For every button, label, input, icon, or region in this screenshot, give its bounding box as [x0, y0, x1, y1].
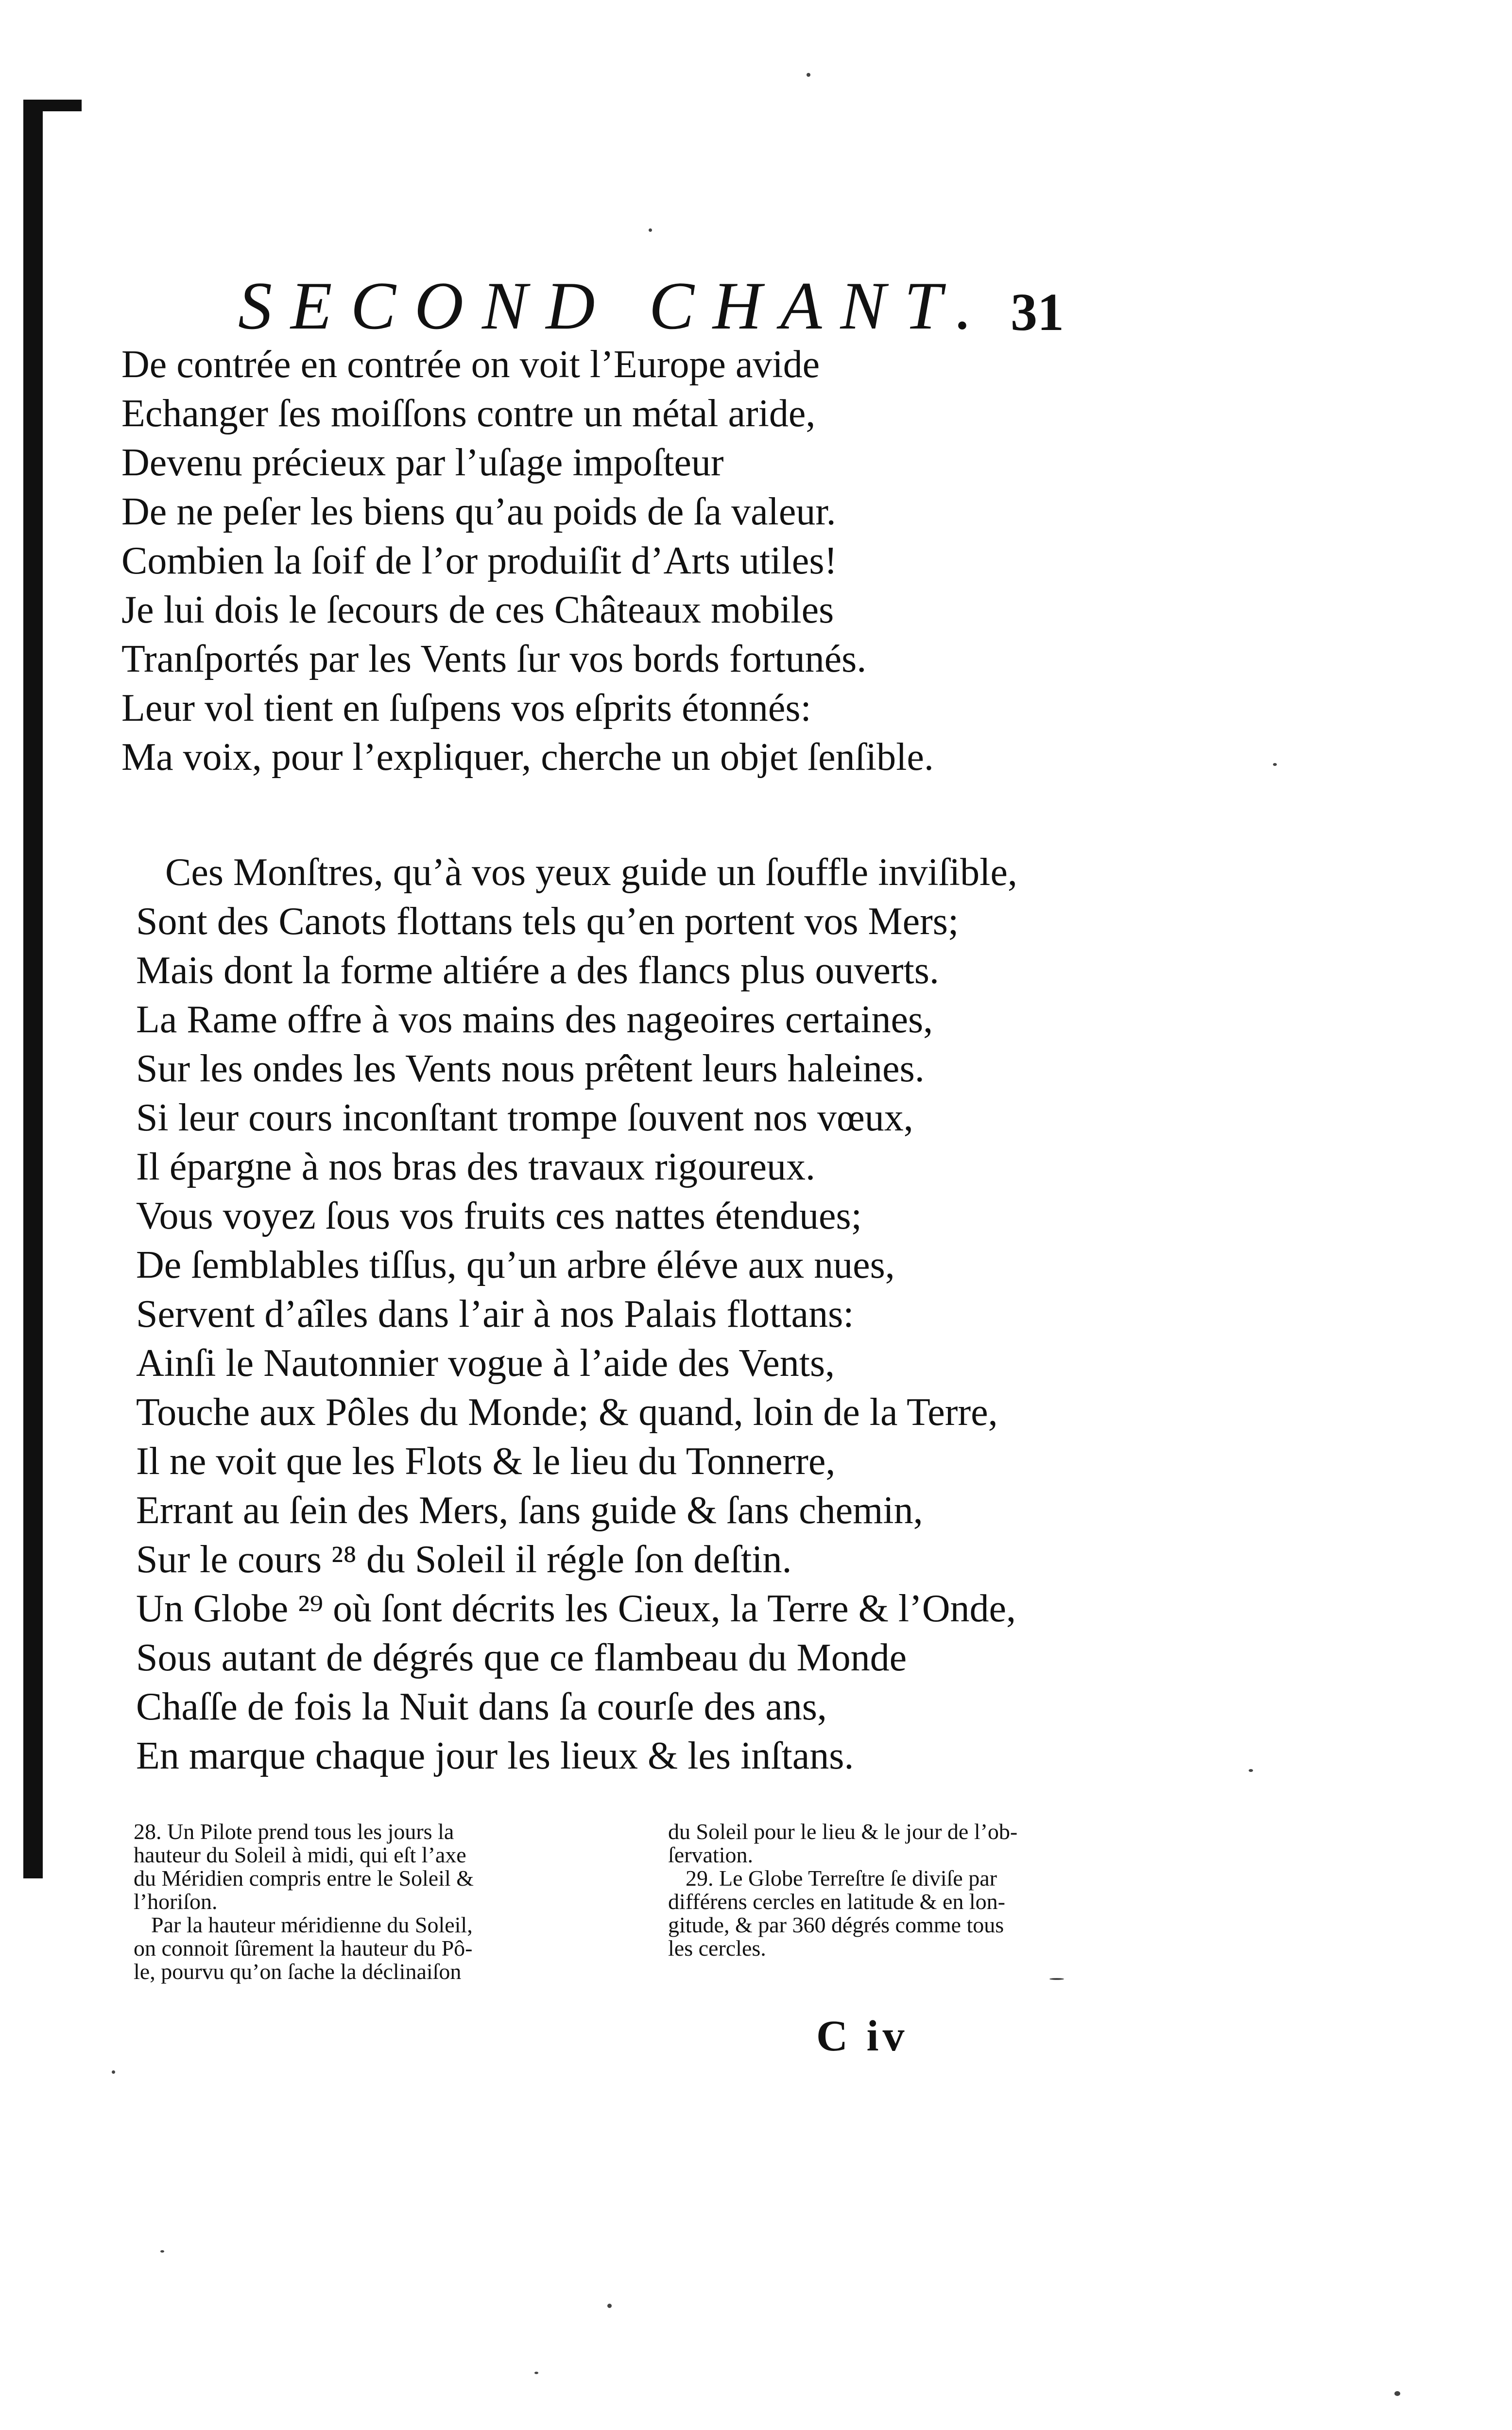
verse-line: En marque chaque jour les lieux & les inſtans.	[136, 1735, 854, 1777]
page-number: 31	[1011, 282, 1064, 342]
verse-line: Errant au ſein des Mers, ſans guide & ſans chemin,	[136, 1489, 923, 1532]
ink-speck	[649, 228, 652, 232]
verse-line: Touche aux Pôles du Monde; & quand, loin de la Terre,	[136, 1391, 998, 1434]
verse-line: Un Globe ²⁹ où ſont décrits les Cieux, la Terre & l’Onde,	[136, 1587, 1016, 1630]
verse-line: Sont des Canots flottans tels qu’en portent vos Mers;	[136, 900, 959, 943]
verse-line: Si leur cours inconſtant trompe ſouvent nos vœux,	[136, 1096, 913, 1139]
footnote-line: 28. Un Pilote prend tous les jours la	[134, 1819, 454, 1844]
verse-line: Devenu précieux par l’uſage impoſteur	[121, 441, 724, 484]
footnote-line: du Méridien compris entre le Soleil &	[134, 1866, 474, 1891]
verse-line: La Rame offre à vos mains des nageoires certaines,	[136, 998, 933, 1041]
verse-line: De ſemblables tiſſus, qu’un arbre éléve aux nues,	[136, 1244, 895, 1286]
ink-speck	[607, 2304, 612, 2308]
verse-line: Echanger ſes moiſſons contre un métal aride,	[121, 392, 816, 435]
footnote-line: du Soleil pour le lieu & le jour de l’ob-	[668, 1819, 1018, 1844]
stanza-1	[121, 340, 934, 782]
ink-speck	[534, 2372, 538, 2374]
footnotes-right-column	[668, 1820, 1154, 1960]
footnote-line: hauteur du Soleil à midi, qui eſt l’axe	[134, 1842, 466, 1867]
running-title: SECOND CHANT.	[238, 268, 991, 344]
verse-line: Leur vol tient en ſuſpens vos eſprits étonnés:	[121, 687, 811, 729]
footnote-line: gitude, & par 360 dégrés comme tous	[668, 1912, 1004, 1937]
binding-shadow-bar	[23, 100, 43, 1878]
verse-line: Je lui dois le ſecours de ces Châteaux mobiles	[121, 589, 834, 631]
footnote-line: Par la hauteur méridienne du Soleil,	[151, 1912, 473, 1937]
verse-line: Sur le cours ²⁸ du Soleil il régle ſon deſtin.	[136, 1538, 792, 1581]
signature-mark: C iv	[816, 2012, 909, 2060]
verse-line: Tranſportés par les Vents ſur vos bords fortunés.	[121, 638, 867, 680]
footnote-line: le, pourvu qu’on ſache la déclinaiſon	[134, 1959, 462, 1984]
footnote-line: 29. Le Globe Terreſtre ſe diviſe par	[686, 1866, 997, 1891]
ink-speck	[807, 73, 810, 77]
verse-line: Mais dont la forme altiére a des flancs plus ouverts.	[136, 949, 939, 992]
ink-speck	[1394, 2391, 1400, 2396]
verse-line: Ainſi le Nautonnier vogue à l’aide des Vents,	[136, 1342, 835, 1385]
footnote-line: ſervation.	[668, 1842, 753, 1867]
footnote-line: l’horiſon.	[134, 1889, 218, 1914]
footnote-line: les cercles.	[668, 1936, 766, 1961]
footnotes-left-column	[134, 1820, 619, 1983]
verse-line: Il ne voit que les Flots & le lieu du Tonnerre,	[136, 1440, 836, 1483]
ink-speck	[160, 2250, 164, 2253]
stanza-2	[136, 848, 1017, 1781]
verse-line: Vous voyez ſous vos fruits ces nattes étendues;	[136, 1195, 862, 1237]
verse-line: Ma voix, pour l’expliquer, cherche un objet ſenſible.	[121, 736, 934, 779]
binding-shadow-cap	[23, 100, 82, 111]
verse-line: De ne peſer les biens qu’au poids de ſa valeur.	[121, 490, 836, 533]
footnote-line: on connoit ſûrement la hauteur du Pô-	[134, 1936, 473, 1961]
verse-line: Combien la ſoif de l’or produiſit d’Arts utiles!	[121, 539, 838, 582]
ink-speck	[1273, 763, 1277, 766]
verse-line: Il épargne à nos bras des travaux rigoureux.	[136, 1146, 816, 1188]
ink-speck	[1049, 1978, 1064, 1980]
ink-speck	[112, 2070, 115, 2074]
verse-line: Sous autant de dégrés que ce flambeau du Monde	[136, 1636, 907, 1679]
verse-line: Servent d’aîles dans l’air à nos Palais flottans:	[136, 1293, 854, 1336]
verse-line: Sur les ondes les Vents nous prêtent leurs haleines.	[136, 1047, 925, 1090]
verse-line: Ces Monſtres, qu’à vos yeux guide un ſouffle inviſible,	[165, 851, 1017, 894]
verse-line: Chaſſe de fois la Nuit dans ſa courſe des ans,	[136, 1685, 827, 1728]
ink-speck	[1249, 1769, 1253, 1772]
footnote-line: différens cercles en latitude & en lon-	[668, 1889, 1005, 1914]
verse-line: De contrée en contrée on voit l’Europe avide	[121, 343, 820, 386]
